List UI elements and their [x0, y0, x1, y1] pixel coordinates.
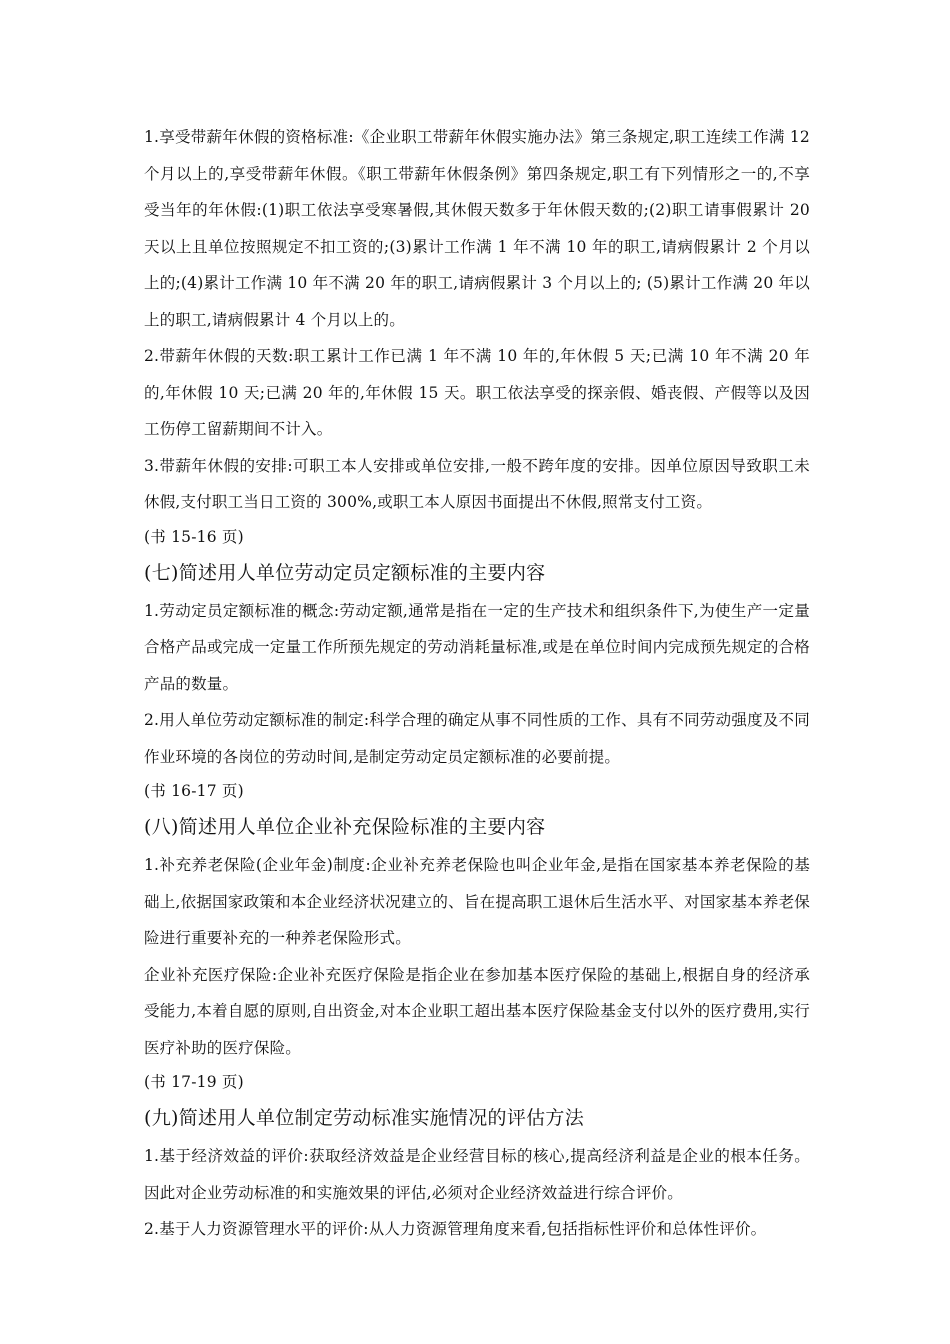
para-quota-formulation: 2.用人单位劳动定额标准的制定:科学合理的确定从事不同性质的工作、具有不同劳动强度及不同作业环境的各岗位的劳动时间,是制定劳动定员定额标准的必要前提。 [144, 711, 810, 766]
section-heading-8: (八)简述用人单位企业补充保险标准的主要内容 [144, 816, 546, 838]
page-reference-16-17: (书 16-17 页) [144, 782, 244, 800]
para-annual-leave-eligibility: 1.享受带薪年休假的资格标准:《企业职工带薪年休假实施办法》第三条规定,职工连续工作满 12 个月以上的,享受带薪年休假。《职工带薪年休假条例》第四条规定,职工有下列情形之一的,不享受当年的年休假:(1)职工依法享受寒暑假,其休假天数多于年休假天数的;(2)职工请事假累计 20 天以上且单位按照规定不扣工资的;(3)累计工作满 1 年不满 10 年的职工,请病假累计 2 个月以上的;(4)累计工作满 10 年不满 20 年的职工,请病假累计 3 个月以上的; (5)累计工作满 20 年以上的职工,请病假累计 4 个月以上的。 [144, 128, 810, 329]
page-reference-15-16: (书 15-16 页) [144, 527, 244, 546]
para-annual-leave-arrangement: 3.带薪年休假的安排:可职工本人安排或单位安排,一般不跨年度的安排。因单位原因导致职工未休假,支付职工当日工资的 300%,或职工本人原因书面提出不休假,照常支付工资。 [144, 456, 810, 511]
para-hr-evaluation: 2.基于人力资源管理水平的评价:从人力资源管理角度来看,包括指标性评价和总体性评价。 [144, 1220, 767, 1238]
para-supplementary-medical: 企业补充医疗保险:企业补充医疗保险是指企业在参加基本医疗保险的基础上,根据自身的经济承受能力,本着自愿的原则,自出资金,对本企业职工超出基本医疗保险基金支付以外的医疗费用,实行医疗补助的医疗保险。 [144, 965, 810, 1057]
para-annual-leave-days: 2.带薪年休假的天数:职工累计工作已满 1 年不满 10 年的,年休假 5 天;已满 10 年不满 20 年的,年休假 10 天;已满 20 年的,年休假 15 天。职工依法享受的探亲假、婚丧假、产假等以及因工伤停工留薪期间不计入。 [144, 347, 810, 438]
para-enterprise-annuity: 1.补充养老保险(企业年金)制度:企业补充养老保险也叫企业年金,是指在国家基本养老保险的基础上,依据国家政策和本企业经济状况建立的、旨在提高职工退休后生活水平、对国家基本养老保险进行重要补充的一种养老保险形式。 [144, 856, 810, 947]
section-heading-9: (九)简述用人单位制定劳动标准实施情况的评估方法 [144, 1107, 585, 1129]
para-economic-evaluation: 1.基于经济效益的评价:获取经济效益是企业经营目标的核心,提高经济利益是企业的根本任务。因此对企业劳动标准的和实施效果的评估,必须对企业经济效益进行综合评价。 [144, 1147, 810, 1202]
page-reference-17-19: (书 17-19 页) [144, 1073, 244, 1091]
section-heading-7: (七)简述用人单位劳动定员定额标准的主要内容 [144, 561, 546, 584]
document-page [144, 119, 810, 1248]
para-quota-concept: 1.劳动定员定额标准的概念:劳动定额,通常是指在一定的生产技术和组织条件下,为使生产一定量合格产品或完成一定量工作所预先规定的劳动消耗量标准,或是在单位时间内完成预先规定的合格产品的数量。 [144, 601, 810, 693]
